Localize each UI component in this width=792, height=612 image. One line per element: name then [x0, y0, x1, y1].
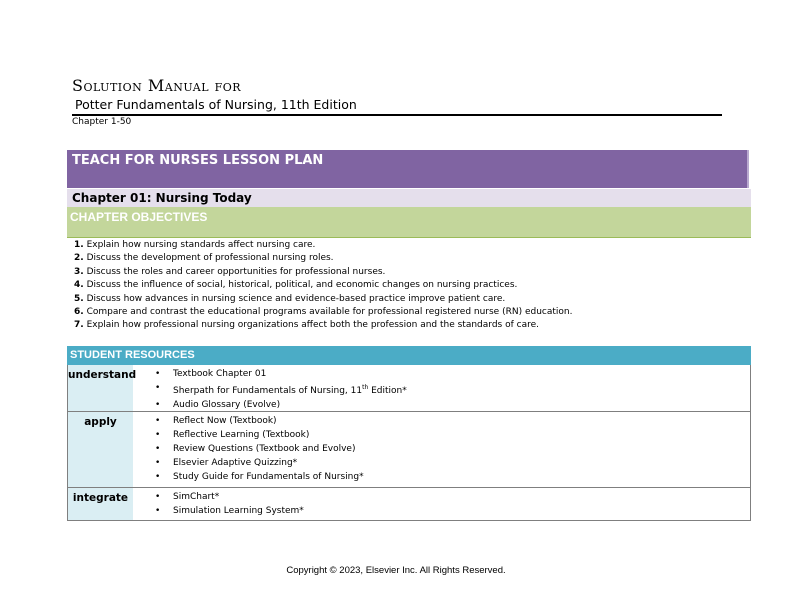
list-item	[74, 239, 572, 252]
table-row	[68, 365, 750, 411]
objective-text: Compare and contrast the educational programs available for professional registered nurse (RN) education.	[86, 307, 573, 318]
resource-text: Sherpath for Fundamentals of Nursing, 11	[173, 386, 363, 396]
objective-text: Explain how professional nursing organizations affect both the profession and the standards of care.	[86, 320, 539, 331]
title-divider	[72, 114, 722, 116]
chapter-range: Chapter 1-50	[72, 117, 132, 127]
list-item	[74, 319, 572, 332]
list-item	[74, 293, 572, 306]
resource-list	[133, 488, 750, 520]
list-item: • Reflective Learning (Textbook)	[133, 428, 750, 442]
copyright-footer: Copyright © 2023, Elsevier Inc. All Rights Reserved.	[286, 565, 506, 576]
document-title: Solution Manual for	[72, 76, 242, 95]
objectives-list	[74, 239, 572, 333]
row-label-integrate: integrate	[68, 488, 133, 520]
list-item	[74, 279, 572, 292]
list-item	[74, 306, 572, 319]
table-row	[68, 411, 750, 487]
objective-number: 1.	[74, 240, 84, 250]
lesson-plan-header: TEACH FOR NURSES LESSON PLAN	[67, 150, 749, 188]
objectives-header: CHAPTER OBJECTIVES	[67, 207, 751, 238]
objective-text: Discuss the influence of social, historical, political, and economic changes on nursing practices.	[86, 280, 518, 291]
list-item	[74, 266, 572, 279]
list-item: • SimChart*	[133, 490, 750, 504]
objective-text: Explain how nursing standards affect nursing care.	[86, 240, 316, 250]
objective-number: 3.	[74, 266, 84, 277]
list-item	[133, 381, 750, 398]
list-item	[74, 252, 572, 265]
book-title: Potter Fundamentals of Nursing, 11th Edition	[75, 97, 357, 112]
list-item: • Review Questions (Textbook and Evolve)	[133, 442, 750, 456]
objective-number: 2.	[74, 253, 84, 264]
resource-list	[133, 412, 750, 487]
list-item: • Elsevier Adaptive Quizzing*	[133, 456, 750, 470]
objective-text: Discuss how advances in nursing science and evidence-based practice improve patient care.	[86, 293, 506, 304]
objective-number: 7.	[74, 320, 84, 331]
list-item: • Reflect Now (Textbook)	[133, 414, 750, 428]
objective-text: Discuss the development of professional nursing roles.	[86, 253, 334, 264]
objective-number: 6.	[74, 307, 84, 318]
objective-text: Discuss the roles and career opportunities for professional nurses.	[86, 266, 386, 277]
superscript: th	[362, 384, 369, 391]
list-item: • Study Guide for Fundamentals of Nursing*	[133, 470, 750, 484]
table-row	[68, 487, 750, 520]
objective-number: 4.	[74, 280, 84, 291]
resource-list	[133, 365, 750, 411]
chapter-title: Chapter 01: Nursing Today	[67, 189, 751, 207]
list-item: • Simulation Learning System*	[133, 504, 750, 518]
student-resources-header: STUDENT RESOURCES	[67, 346, 751, 365]
row-label-apply: apply	[68, 412, 133, 487]
list-item: • Audio Glossary (Evolve)	[133, 398, 750, 412]
row-label-understand: understand	[68, 365, 133, 411]
student-resources-table	[67, 365, 751, 521]
objective-number: 5.	[74, 293, 84, 304]
resource-text-suffix: Edition*	[368, 386, 407, 396]
list-item: • Textbook Chapter 01	[133, 367, 750, 381]
